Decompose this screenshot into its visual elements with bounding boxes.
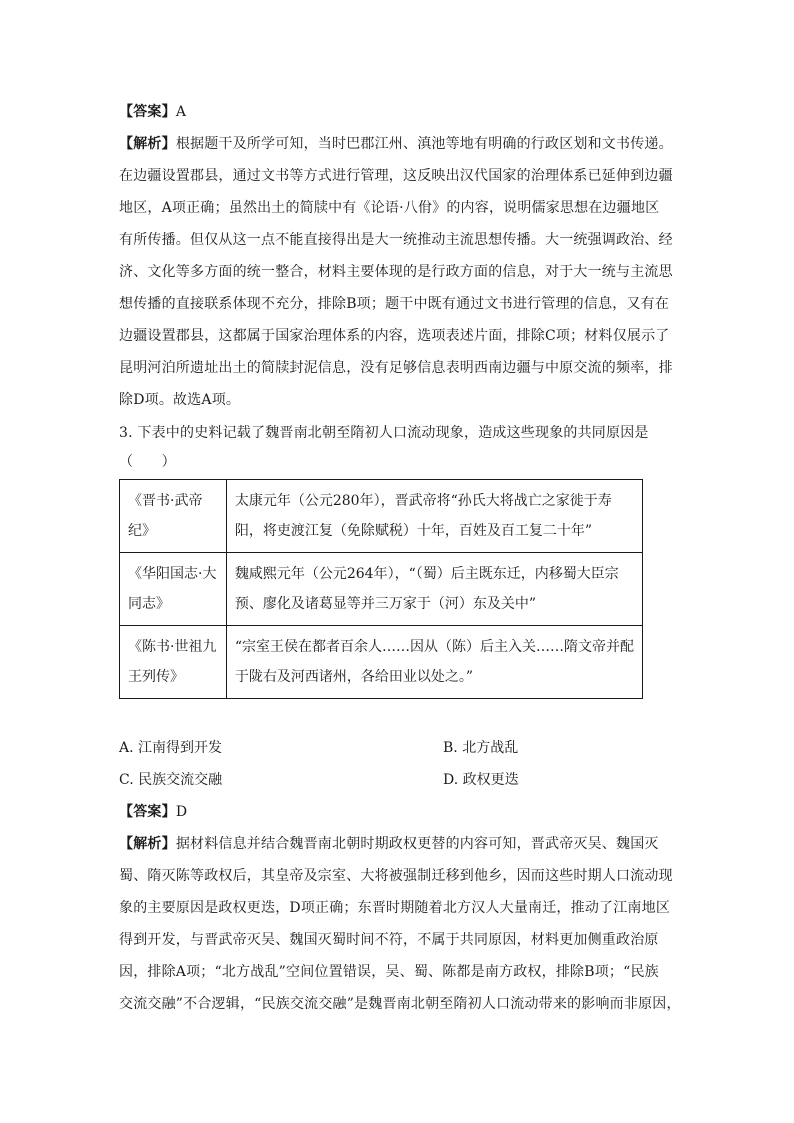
source-text: 预、廖化及诸葛显等并三万家于（河）东及关中” bbox=[234, 596, 536, 612]
answer-line bbox=[119, 802, 679, 822]
table-source-cell bbox=[120, 626, 227, 699]
source-text: 太康元年（公元280年），晋武帝将“孙氏大将战亡之家徙于寿 bbox=[234, 493, 612, 509]
source-name: 《陈书·世祖九 bbox=[128, 639, 217, 655]
table-text-cell bbox=[226, 626, 642, 699]
analysis-line-8: 昆明河泊所遗址出土的简牍封泥信息，没有足够信息表明西南边疆与中原交流的频率，排 bbox=[119, 360, 673, 376]
analysis-line-4: 有所传播。但仅从这一点不能直接得出是大一统推动主流思想传播。大一统强调政治、经 bbox=[119, 232, 673, 248]
table-text-cell bbox=[226, 553, 642, 626]
analysis-label: 【解析】 bbox=[119, 836, 176, 852]
source-text: 于陇右及河西诸州，各给田业以处之。” bbox=[234, 669, 473, 685]
analysis-line-2: 在边疆设置郡县，通过文书等方式进行管理，这反映出汉代国家的治理体系已延伸到边疆 bbox=[119, 168, 673, 184]
analysis-line-6: 想传播的直接联系体现不充分，排除B项；题干中既有通过文书进行管理的信息，又有在 bbox=[119, 296, 670, 312]
table-row bbox=[120, 626, 643, 699]
table-text-cell bbox=[226, 480, 642, 553]
analysis-line-5: 因，排除A项；“北方战乱”空间位置错误，吴、蜀、陈都是南方政权，排除B项；“民族 bbox=[119, 964, 659, 980]
analysis-line-3: 象的主要原因是政权更迭，D项正确；东晋时期随着北方汉人大量南迁，推动了江南地区 bbox=[119, 900, 671, 916]
source-table bbox=[119, 479, 643, 699]
table-source-cell bbox=[120, 553, 227, 626]
source-name: 王列传》 bbox=[128, 669, 184, 685]
option-d: D. 政权更迭 bbox=[443, 772, 519, 788]
analysis-line-9: 除D项。故选A项。 bbox=[119, 392, 241, 408]
question-stem: 3. 下表中的史料记载了魏晋南北朝至隋初人口流动现象，造成这些现象的共同原因是 bbox=[119, 425, 649, 441]
source-name: 纪》 bbox=[128, 523, 156, 539]
source-text: 阳，将吏渡江复（免除赋税）十年，百姓及百工复二十年” bbox=[234, 523, 592, 539]
table-row bbox=[120, 553, 643, 626]
analysis-line-6: 交流交融”不合逻辑，“民族交流交融”是魏晋南北朝至隋初人口流动带来的影响而非原因， bbox=[119, 996, 681, 1012]
analysis-line-1 bbox=[119, 834, 679, 854]
answer-value: A bbox=[175, 104, 187, 120]
answer-line bbox=[119, 102, 679, 122]
option-a: A. 江南得到开发 bbox=[119, 740, 223, 756]
answer-label: 【答案】 bbox=[119, 104, 176, 120]
analysis-text: 据材料信息并结合魏晋南北朝时期政权更替的内容可知，晋武帝灭吴、魏国灭 bbox=[175, 836, 659, 852]
question-paren: （ ） bbox=[119, 454, 176, 470]
table-source-cell bbox=[120, 480, 227, 553]
option-b: B. 北方战乱 bbox=[443, 740, 519, 756]
answer-value: D bbox=[175, 804, 188, 820]
analysis-text: 根据题干及所学可知，当时巴郡江州、滇池等地有明确的行政区划和文书传递。 bbox=[175, 136, 673, 152]
analysis-line-3: 地区，A项正确；虽然出土的简牍中有《论语·八佾》的内容，说明儒家思想在边疆地区 bbox=[119, 200, 660, 216]
analysis-line-5: 济、文化等多方面的统一整合，材料主要体现的是行政方面的信息，对于大一统与主流思 bbox=[119, 264, 673, 280]
source-name: 同志》 bbox=[128, 596, 170, 612]
analysis-line-2: 蜀、隋灭陈等政权后，其皇帝及宗室、大将被强制迁移到他乡，因而这些时期人口流动现 bbox=[119, 868, 673, 884]
answer-label: 【答案】 bbox=[119, 804, 176, 820]
option-c: C. 民族交流交融 bbox=[119, 772, 223, 788]
analysis-line-7: 边疆设置郡县，这都属于国家治理体系的内容，选项表述片面，排除C项；材料仅展示了 bbox=[119, 328, 670, 344]
source-text: 魏咸熙元年（公元264年），“（蜀）后主既东迁，内移蜀大臣宗 bbox=[234, 566, 619, 582]
analysis-line-4: 得到开发，与晋武帝灭吴、魏国灭蜀时间不符，不属于共同原因，材料更加侧重政治原 bbox=[119, 932, 659, 948]
source-text: “宗室王侯在都者百余人……因从（陈）后主入关……隋文帝并配 bbox=[234, 639, 634, 655]
source-name: 《华阳国志·大 bbox=[128, 566, 217, 582]
analysis-line-1 bbox=[119, 134, 679, 154]
table-row bbox=[120, 480, 643, 553]
source-name: 《晋书·武帝 bbox=[128, 493, 203, 509]
analysis-label: 【解析】 bbox=[119, 136, 176, 152]
